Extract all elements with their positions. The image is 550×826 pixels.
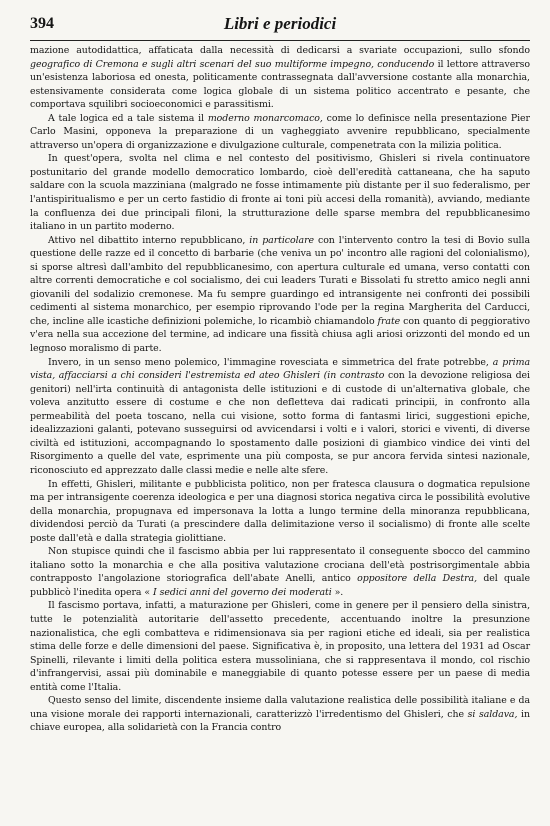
running-head — [30, 12, 530, 41]
paragraph — [30, 44, 530, 112]
text-run: del quale pubblicò l'inedita opera « — [30, 573, 530, 598]
article-body — [30, 44, 530, 735]
paragraph — [30, 545, 530, 599]
paragraph — [30, 694, 530, 735]
paragraph — [30, 478, 530, 546]
paragraph — [30, 112, 530, 153]
italic-text: si saldava, — [467, 708, 518, 720]
italic-text: frate — [377, 315, 401, 327]
text-run: A tale logica ed a tale sistema il — [48, 112, 208, 124]
text-run: in chiave europea, alla solidarietà con la Francia contro — [30, 708, 530, 734]
text-run: mazione autodidattica, affaticata dalla necessità di dedicarsi a svariate occupazioni, sullo sfondo — [30, 45, 530, 56]
text-run: Il fascismo portava, infatti, a maturazione per Ghisleri, come in genere per il pensiero della sinistra, tutte le potenzialità autoritarie dell'assetto precedente, accentuando inoltre la presunzione nazionalistica, che egli combatteva e ridimensionava sia per ragioni etiche ed ideali, sia per realistica stima delle forze e delle dimensioni del paese. Significativa è, in proposito, una lettera del 1931 ad Oscar Spinelli, rilevante i limiti della politica estera mussoliniana, che si rappresentava il mondo, col rischio d'infrangervisi, assai più dominabile e maneggiabile di quanto potesse essere per un paese di media entità come l'Italia. — [30, 600, 530, 693]
text-run: Attivo nel dibattito interno repubblicano, — [48, 234, 250, 246]
italic-text: geografico di Cremona e sugli altri scenari del suo multiforme impegno, conducendo — [30, 58, 435, 70]
journal-title: Libri e periodici — [223, 14, 337, 33]
italic-text: a prima vista, affacciarsi a chi consideri l'estremista ed ateo Ghisleri (in contrasto — [30, 356, 530, 382]
paragraph — [30, 152, 530, 233]
text-run: con l'intervento contro la tesi di Bovio sulla questione delle razze ed il concetto di barbarie (che veniva un po' incontro alle ragioni del colonialismo), si sporse altresì dall'ambito del repubblicanesimo, con apertura culturale ed umana, verso contatti con altre correnti democratiche e col socialismo, dei cui leaders Turati e Bissolati fu stretto amico negli anni giovanili del sodalizio cremonese. Ma fu sempre guardingo ed intransigente nei confronti dei possibili cedimenti al sistema monarchico, per esempio riprovando l'ode per la regina Margherita del Carducci, che, incline alle icastiche definizioni polemiche, lo ricambiò chiamandolo — [30, 234, 530, 327]
text-run: Questo senso del limite, discendente insieme dalla valutazione realistica delle possibilità italiane e da una visione morale dei rapporti internazionali, caratterizzò l'irredentismo del Ghisleri, che — [30, 695, 530, 720]
text-run: ». — [331, 586, 344, 598]
text-run: In effetti, Ghisleri, militante e pubblicista politico, non per fratesca clausura o dogmatica repulsione ma per intransigente coerenza ideologica e per una diagnosi storica negativa circa le possibilità evolutive della monarchia, propugnava ed impersonava la lotta a lungo termine della minoranza repubblicana, dividendosi perciò da Turati (a prescindere dalla delimitazione verso il socialismo) di fronte alle scelte poste dall'età e dalla strategia giolittiane. — [30, 478, 530, 544]
italic-text: in particolare — [249, 234, 315, 246]
text-run: In quest'opera, svolta nel clima e nel contesto del positivismo, Ghisleri si rivela continuatore postunitario del grande modello democratico lombardo, cioè dell'eredità cattaneana, che ha saputo saldare con la scuola mazziniana (malgrado ne fosse intimamente più distante per il suo federalismo, per l'antispiritualismo e per un certo fastidio di fronte ai toni più accesi della romanità), avviando, mediante la confluenza dei due principali filoni, la strutturazione delle sparse membra del repubblicanesimo italiano in un partito moderno. — [30, 153, 530, 233]
italic-text: I sedici anni del governo dei moderati — [153, 586, 332, 598]
paragraph — [30, 356, 530, 478]
page-number: 394 — [30, 15, 54, 32]
italic-text: moderno monarcomaco, — [207, 112, 323, 124]
text-run: con la devozione religiosa dei genitori) nell'irta continuità di antagonista delle istituzioni e di custode di un'alternativa globale, che voleva anzitutto essere di costume e che non deflettevа dai radicati principii, in confronto alla permeabilità del poeta toscano, nella cui visione, sotto forma di fantasmi lirici, suggestioni epiche, idealizzazioni galanti, potevano susseguirsi od avvicendarsi i volti e i valori, storici e viventi, di diverse civiltà ed istituzioni, accompagnando lo spostamento dalle posizioni di giambico vindice dei vinti del Risorgimento a quelle del vate, esprimente una più composta, se pur ancora fervida sintesi nazionale, riconosciuto ed apprezzato dalle classi medie e nelle alte sfere. — [30, 370, 530, 476]
text-run: il lettore attraverso un'esistenza laboriosa ed onesta, politicamente contrassegnata dall'avversione costante alla monarchia, estensivamente considerata come logica globale di un sistema politico accentrato e pesante, che comportava squilibri socioeconomici e parassitismi. — [30, 58, 530, 111]
paragraph — [30, 599, 530, 694]
text-run: come lo definisce nella presentazione Pier Carlo Masini, opponeva la preparazione di un vagheggiato avvenire repubblicano, specialmente attraverso un'opera di organizzazione e divulgazione culturale, compenetrata con la milizia politica. — [30, 112, 530, 151]
text-run: Non stupisce quindi che il fascismo abbia per lui rappresentato il conseguente sbocco del cammino italiano sotto la monarchia e che alla positiva valutazione crociana dell'età postrisorgimentale abbia contrapposto l'angolazione storiografica dell'abate Anelli, antico — [30, 546, 530, 585]
text-run: con quanto di peggiorativo v'era nella sua accezione del termine, ad indicare una fissità chiusa agli ariosi orizzonti del mondo ed un legnoso moralismo di parte. — [30, 315, 530, 355]
italic-text: oppositore della Destra, — [357, 573, 478, 585]
text-run: Invero, in un senso meno polemico, l'immagine rovesciata e simmetrica del frate potrebbe, — [48, 356, 493, 368]
paragraph — [30, 234, 530, 356]
